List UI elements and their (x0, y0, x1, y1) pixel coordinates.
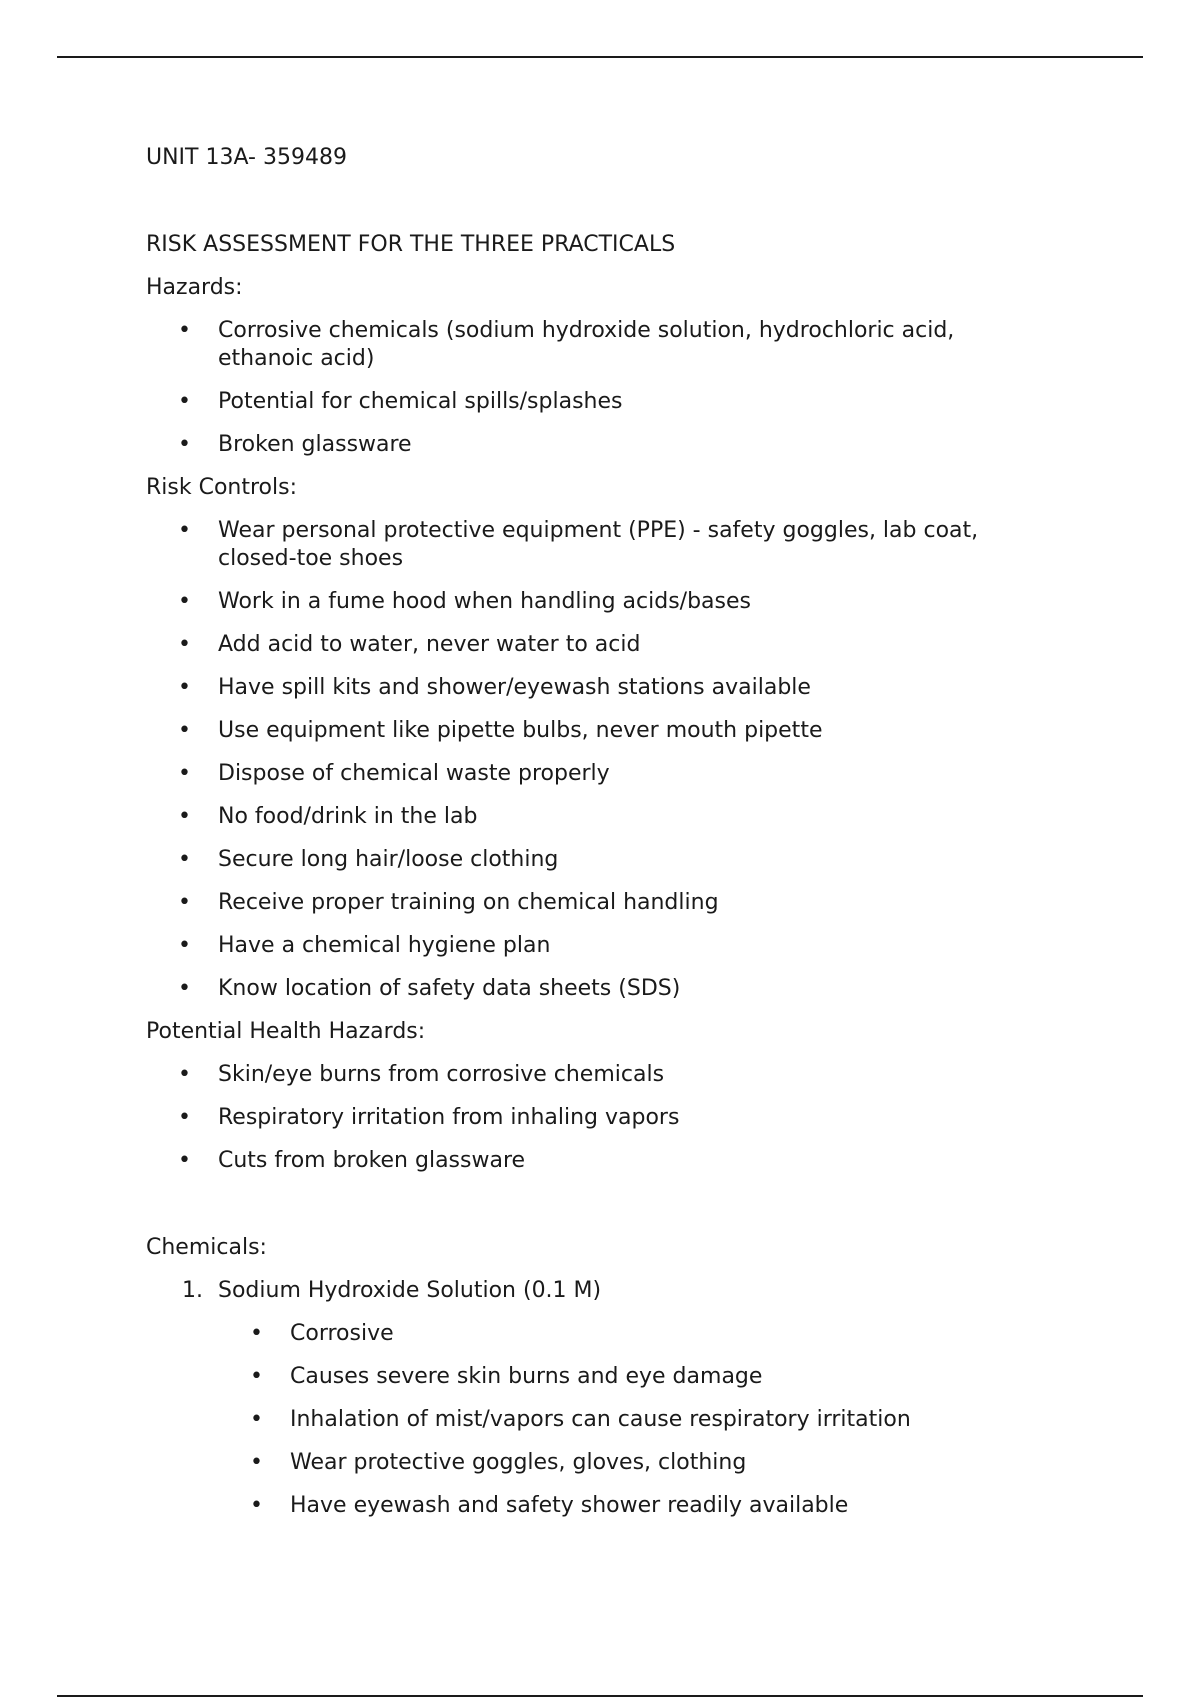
list-item: • Inhalation of mist/vapors can cause respiratory irritation (250, 1407, 911, 1432)
list-item: • Dispose of chemical waste properly (178, 761, 610, 786)
list-item: • Work in a fume hood when handling acids/bases (178, 589, 751, 614)
list-item: • Have spill kits and shower/eyewash stations available (178, 675, 811, 700)
chemicals-label: Chemicals: (146, 1235, 267, 1260)
bullet-icon: • (178, 1062, 191, 1087)
bullet-icon: • (178, 1148, 191, 1173)
chemical-name: Sodium Hydroxide Solution (0.1 M) (218, 1278, 602, 1303)
list-item: • Use equipment like pipette bulbs, never mouth pipette (178, 718, 823, 743)
bullet-icon: • (178, 804, 191, 829)
list-item: • Corrosive (250, 1321, 394, 1346)
bullet-icon: • (178, 976, 191, 1001)
list-item: • No food/drink in the lab (178, 804, 478, 829)
hazards-list (146, 317, 1046, 459)
risk-controls-label: Risk Controls: (146, 475, 297, 500)
bullet-icon: • (178, 675, 191, 700)
list-item: • Potential for chemical spills/splashes (178, 389, 623, 414)
page-title: RISK ASSESSMENT FOR THE THREE PRACTICALS (146, 232, 676, 257)
bullet-icon: • (178, 847, 191, 872)
bullet-icon: • (178, 632, 191, 657)
bullet-icon: • (178, 518, 191, 543)
bullet-icon: • (178, 933, 191, 958)
unit-heading: UNIT 13A- 359489 (146, 145, 347, 170)
bullet-icon: • (250, 1450, 263, 1475)
chemical-points (218, 1320, 1046, 1520)
list-item: • Wear personal protective equipment (PPE) - safety goggles, lab coat, closed-toe shoes (178, 518, 979, 571)
bullet-icon: • (178, 890, 191, 915)
chemicals-list (146, 1277, 1046, 1520)
list-item: • Have a chemical hygiene plan (178, 933, 551, 958)
list-item: • Wear protective goggles, gloves, clothing (250, 1450, 747, 1475)
chemical-item (146, 1277, 1046, 1520)
bullet-icon: • (178, 318, 191, 343)
list-item: • Corrosive chemicals (sodium hydroxide solution, hydrochloric acid, ethanoic acid) (178, 318, 955, 371)
bullet-icon: • (250, 1364, 263, 1389)
hazards-label: Hazards: (146, 275, 243, 300)
list-item: • Know location of safety data sheets (SDS) (178, 976, 681, 1001)
document-body (146, 144, 1046, 1520)
risk-controls-list (146, 517, 1046, 1003)
bullet-icon: • (178, 761, 191, 786)
list-item: • Broken glassware (178, 432, 412, 457)
list-item: • Receive proper training on chemical handling (178, 890, 719, 915)
list-item: • Have eyewash and safety shower readily available (250, 1493, 849, 1518)
health-hazards-list (146, 1061, 1046, 1175)
bullet-icon: • (178, 1105, 191, 1130)
bullet-icon: • (250, 1321, 263, 1346)
list-item: • Secure long hair/loose clothing (178, 847, 559, 872)
list-number: 1. (182, 1278, 203, 1303)
list-item: • Causes severe skin burns and eye damage (250, 1364, 763, 1389)
list-item: • Skin/eye burns from corrosive chemicals (178, 1062, 665, 1087)
bullet-icon: • (250, 1407, 263, 1432)
list-item: • Add acid to water, never water to acid (178, 632, 641, 657)
bullet-icon: • (178, 589, 191, 614)
bottom-rule (57, 1695, 1143, 1697)
list-item: • Respiratory irritation from inhaling vapors (178, 1105, 680, 1130)
health-hazards-label: Potential Health Hazards: (146, 1019, 426, 1044)
bullet-icon: • (250, 1493, 263, 1518)
bullet-icon: • (178, 718, 191, 743)
list-item: • Cuts from broken glassware (178, 1148, 526, 1173)
bullet-icon: • (178, 389, 191, 414)
bullet-icon: • (178, 432, 191, 457)
top-rule (57, 56, 1143, 58)
